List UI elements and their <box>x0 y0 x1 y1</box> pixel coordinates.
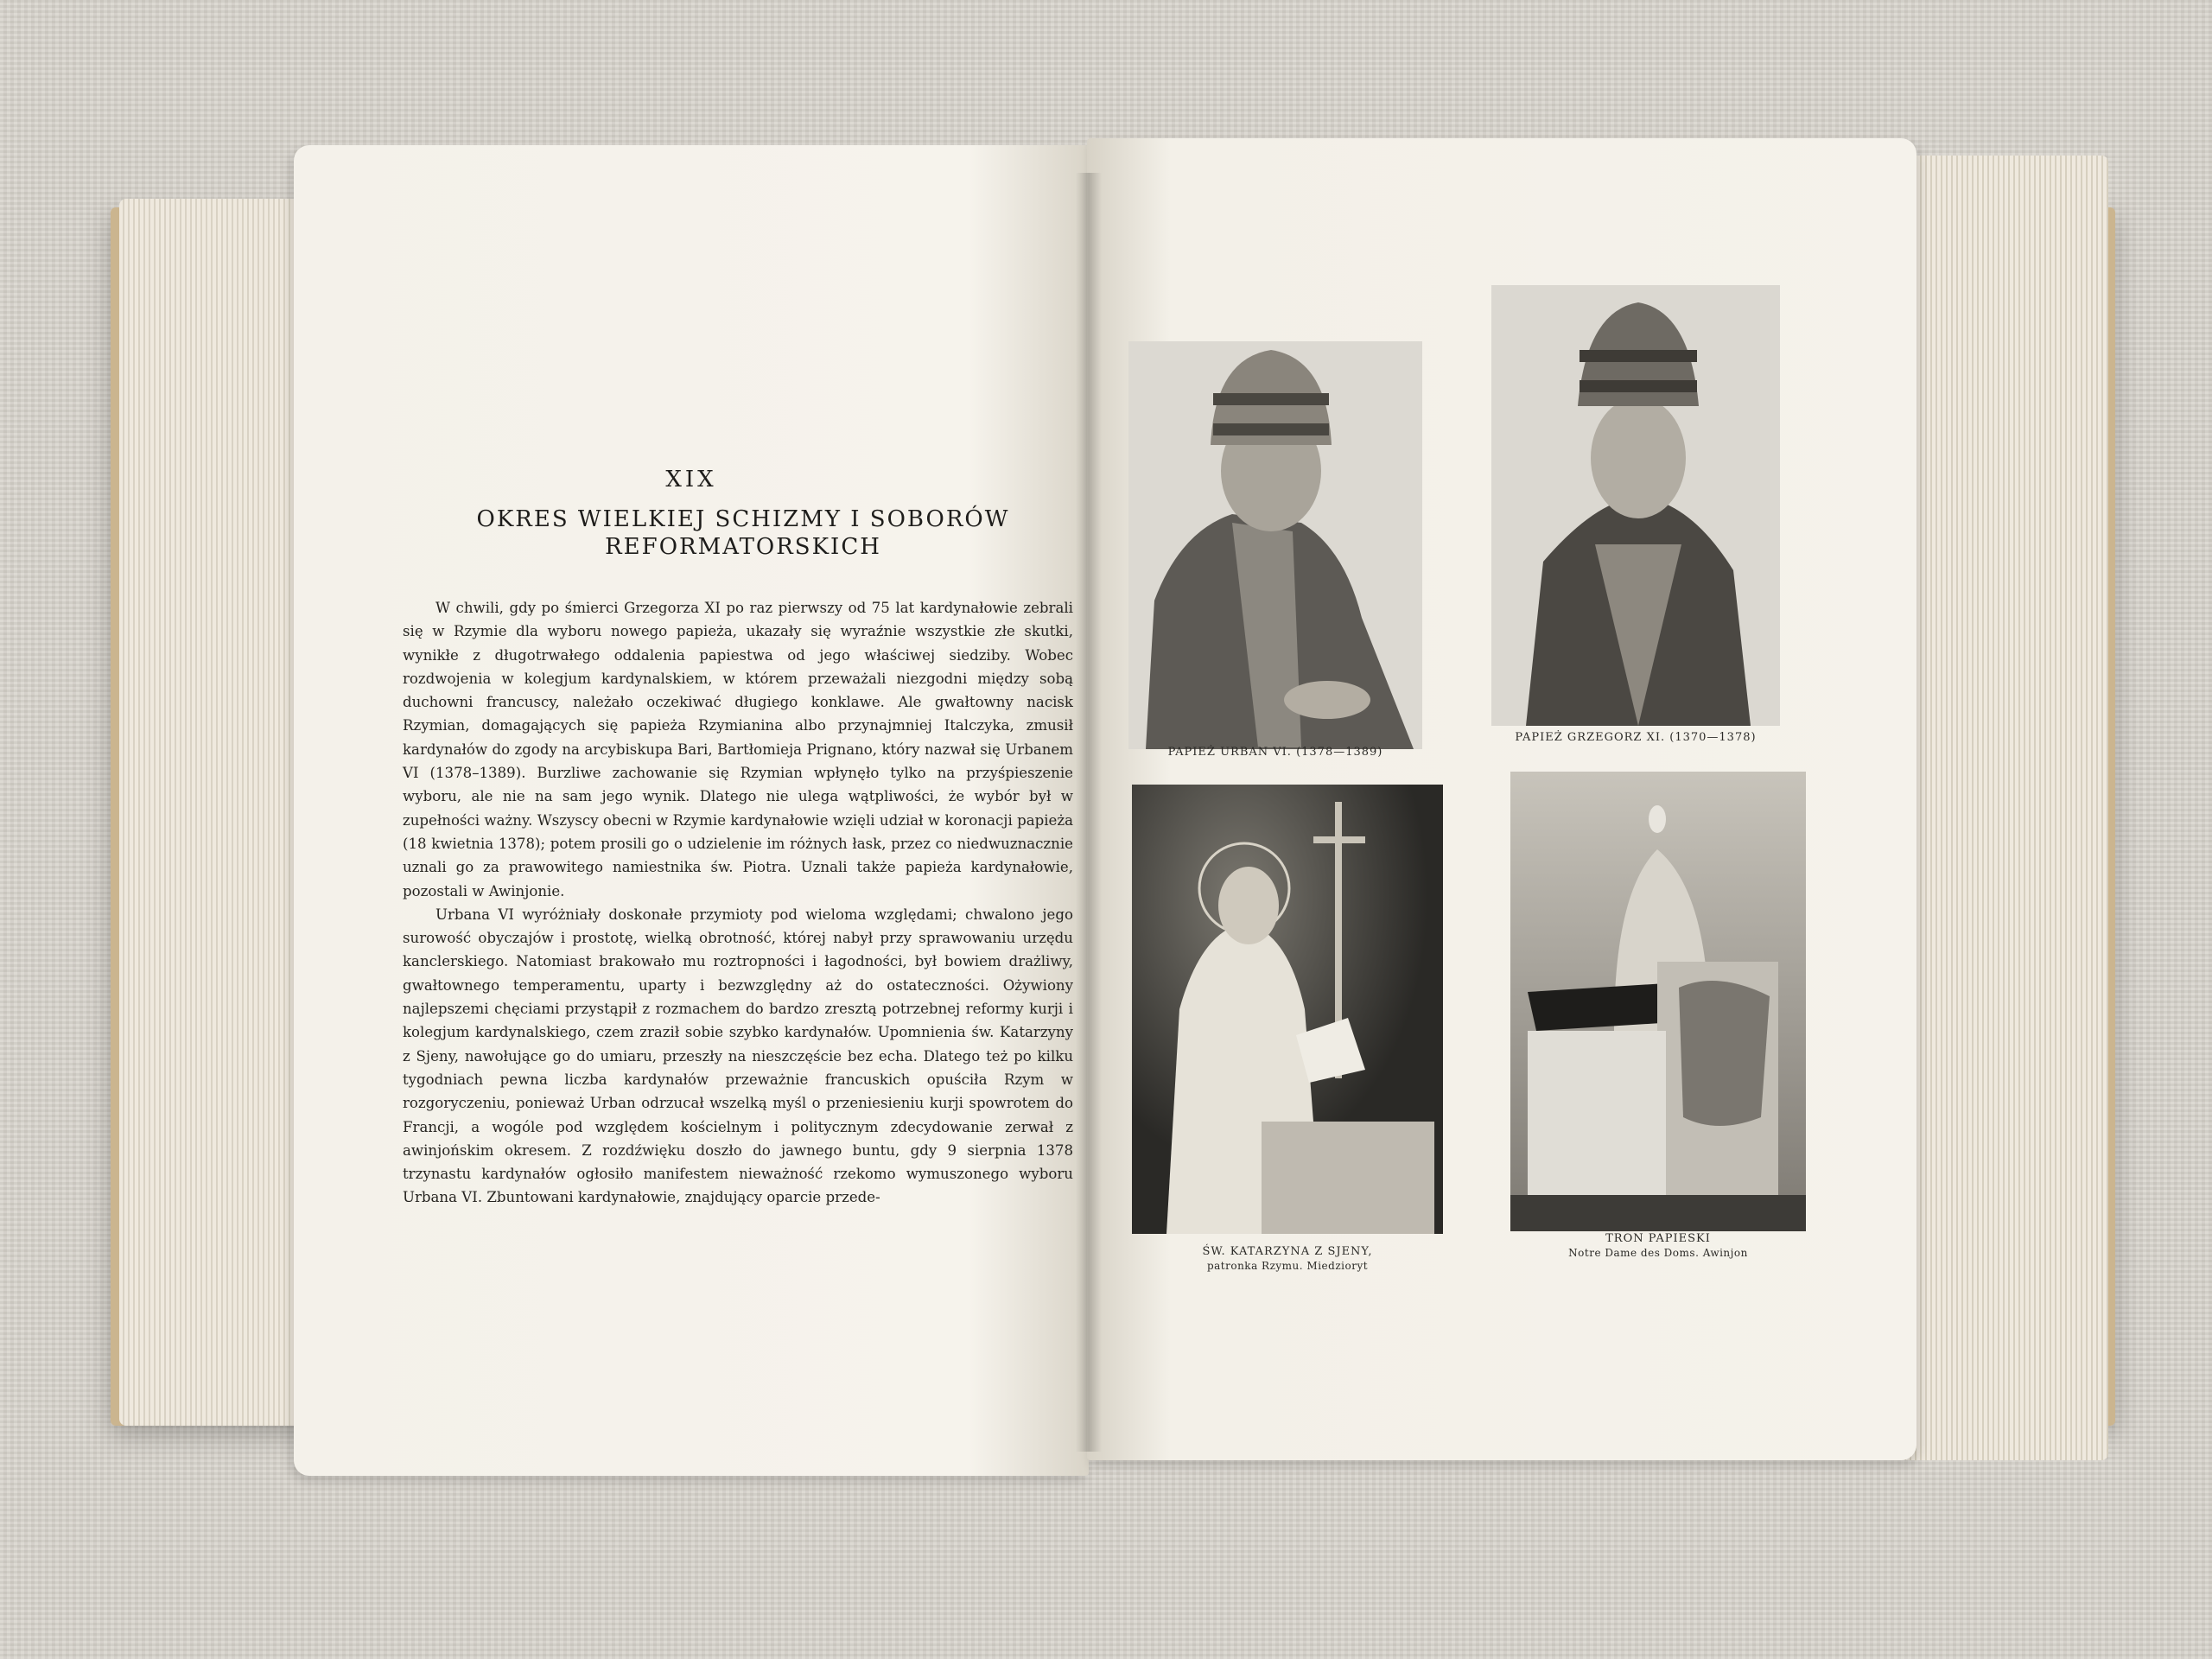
plate-urban-vi <box>1128 341 1422 749</box>
chapter-title-line1: OKRES WIELKIEJ SCHIZMY I SOBORÓW <box>476 506 1010 532</box>
caption-st-catherine: ŚW. KATARZYNA Z SJENY, patronka Rzymu. Miedzioryt <box>1202 1245 1373 1272</box>
portrait-urban-vi-image <box>1128 341 1422 749</box>
chapter-title-line2: REFORMATORSKICH <box>605 534 881 560</box>
plate-st-catherine <box>1132 785 1443 1234</box>
caption-gregory-xi: PAPIEŻ GRZEGORZ XI. (1370—1378) <box>1515 731 1757 744</box>
plate-gregory-xi <box>1491 285 1780 726</box>
chapter-number: XIX <box>665 467 717 493</box>
caption-urban-vi: PAPIEŻ URBAN VI. (1378—1389) <box>1167 746 1383 759</box>
caption-papal-throne: TRON PAPIESKI Notre Dame des Doms. Awinjon <box>1568 1232 1748 1259</box>
paragraph-2: Urbana VI wyróżniały doskonałe przymioty pod wieloma względami; chwalono jego surowość obyczajów i prostotę, wielką obrotność, której nabył przy sprawowaniu urzędu kanclerskiego. Natomiast brakowało mu roztropności i łagodności, był bowiem drażliwy, gwałtownego temperamentu, uparty i bezwzględny aż do ostateczności. Ożywiony najlepszemi chęciami przystąpił z rozmachem do bardzo zresztą potrzebnej reformy kurji i kolegjum kardynalskiego, czem zraził sobie szybko kardynałów. Upomnienia św. Katarzyny z Sjeny, nawołujące go do umiaru, przeszły na nieszczęście bez echa. Dlatego też po kilku tygodniach pewna liczba kardynałów przeważnie francuskich opuściła Rzym w rozgoryczeniu, ponieważ Urban odrzucał wszelką myśl o przeniesieniu kurji spowrotem do Francji, a wogóle pod względem kościelnym i politycznym zdecydowanie zerwał z awinjońskim okresem. Z rozdźwięku doszło do jawnego buntu, gdy 9 sierpnia 1378 trzynastu kardynałów ogłosiło manifestem nieważność rzekomo wymuszonego wyboru Urbana VI. Zbuntowani kardynałowie, znajdujący oparcie przede- <box>403 906 1073 1206</box>
paragraph-1: W chwili, gdy po śmierci Grzegorza XI po raz pierwszy od 75 lat kardynałowie zebrali się w Rzymie dla wyboru nowego papieża, ukazały się wyraźnie wszystkie złe skutki, wynikłe z długotrwałego oddalenia papiestwa od jego właściwej siedziby. Wobec rozdwojenia w kolegjum kardynalskiem, w którem przeważali niezgodni między sobą duchowni francuscy, należało oczekiwać długiego konklawe. Ale gwałtowny nacisk Rzymian, domagających się papieża Rzymianina albo przynajmniej Italczyka, zmusił kardynałów do zgody na arcybiskupa Bari, Bartłomieja Prignano, który nazwał się Urbanem VI (1378–1389). Burzliwe zachowanie się Rzymian wpłynęło tylko na przyśpieszenie wyboru, ale nie na sam jego wynik. Dlatego nie ulega wątpliwości, że wybór był w zupełności ważny. Wszyscy obecni w Rzymie kardynałowie wzięli udział w koronacji papieża (18 kwietnia 1378); potem prosili go o udzielenie im różnych łask, przez co niedwuznacznie uznali go za prawowitego namiestnika św. Piotra. Uznali także papieża kardynałowie, pozostali w Awinjonie. <box>403 600 1073 899</box>
portrait-gregory-xi-image <box>1491 285 1780 726</box>
chapter-title <box>432 505 1054 561</box>
plate-papal-throne <box>1510 772 1806 1231</box>
portrait-st-catherine-image <box>1132 785 1443 1234</box>
body-text <box>403 596 1073 1210</box>
photo-papal-throne-image <box>1510 772 1806 1231</box>
book-gutter <box>1076 173 1102 1452</box>
